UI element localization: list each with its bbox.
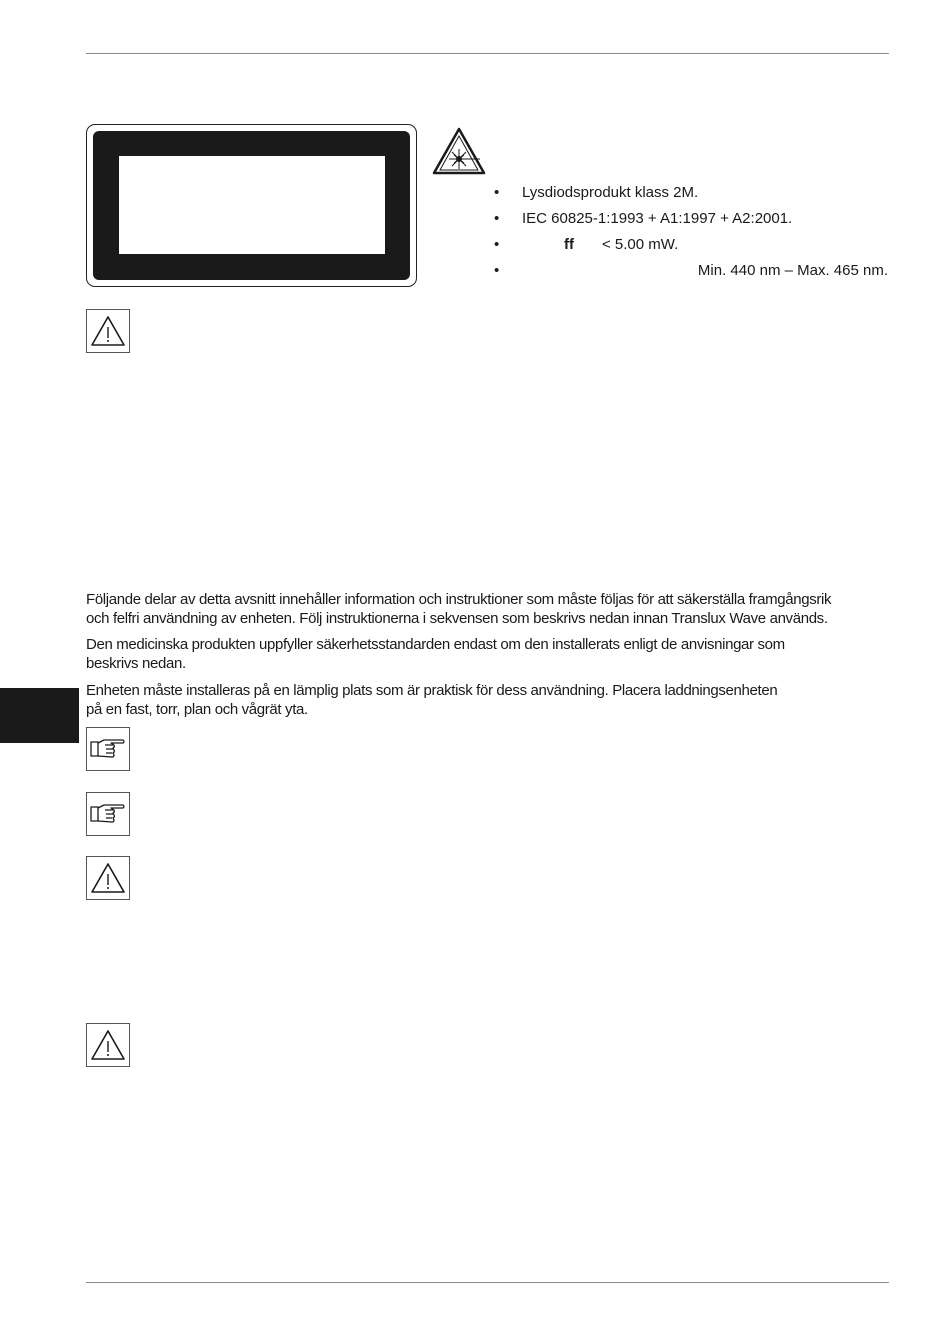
paragraph-placement: Enheten måste installeras på en lämplig plats som är praktisk för dess användning. Placera laddningsenheten på en fast, torr, plan och vågrät yta. — [86, 682, 778, 718]
bullet: • — [494, 184, 500, 201]
bullet: • — [494, 236, 500, 253]
paragraph-intro: Följande delar av detta avsnitt innehåller information och instruktioner som måste följas för att säkerställa framgångsrik och felfri användning av enheten. Följ instruktionerna i sekvensen som beskrivs nedan innan Translux Wave används. — [86, 591, 832, 627]
bullet: • — [494, 262, 500, 279]
laser-specs-list — [494, 183, 894, 287]
section-tab — [0, 688, 79, 743]
label-border — [93, 131, 410, 280]
spec-standard: IEC 60825-1:1993 + A1:1997 + A2:2001. — [522, 210, 793, 227]
laser-product-label — [86, 124, 417, 287]
list-item — [494, 209, 894, 235]
spec-power-label: ff — [564, 236, 574, 253]
warning-triangle-icon — [86, 1023, 130, 1067]
pointing-hand-icon — [86, 727, 130, 771]
spec-class: Lysdiodsprodukt klass 2M. — [522, 184, 699, 201]
paragraph-standard: Den medicinska produkten uppfyller säkerhetsstandarden endast om den installerats enligt de anvisningar som beskrivs nedan. — [86, 636, 785, 672]
list-item — [494, 235, 894, 261]
laser-warning-icon — [432, 127, 486, 175]
list-item — [494, 261, 894, 287]
spec-wavelength: Min. 440 nm – Max. 465 nm. — [697, 262, 888, 279]
spec-power-value: < 5.00 mW. — [602, 236, 679, 253]
label-window — [119, 156, 385, 254]
list-item — [494, 183, 894, 209]
footer-rule — [86, 1282, 889, 1283]
bullet: • — [494, 210, 500, 227]
warning-triangle-icon — [86, 309, 130, 353]
pointing-hand-icon — [86, 792, 130, 836]
warning-triangle-icon — [86, 856, 130, 900]
header-rule — [86, 53, 889, 54]
